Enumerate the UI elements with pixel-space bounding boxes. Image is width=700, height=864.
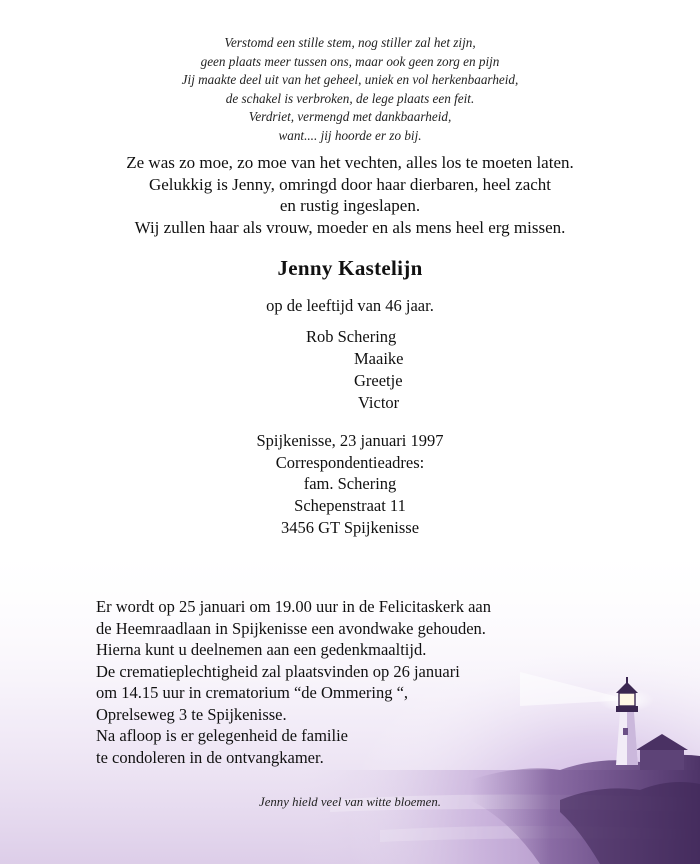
closing-note: Jenny hield veel van witte bloemen. xyxy=(259,795,441,809)
intro-line: Gelukkig is Jenny, omringd door haar dierbaren, heel zacht xyxy=(148,174,552,194)
ceremony-line: te condoleren in de ontvangkamer. xyxy=(96,747,324,767)
poem-line: de schakel is verbroken, de lege plaats een feit. xyxy=(225,90,475,106)
family-member: Greetje xyxy=(354,371,403,390)
poem-line: Verstomd een stille stem, nog stiller zal het zijn, xyxy=(224,35,476,50)
poem xyxy=(130,34,570,145)
family-member: Rob Schering xyxy=(306,327,397,346)
address-line: Schepenstraat 11 xyxy=(294,496,406,516)
ceremony-line: om 14.15 uur in crematorium “de Ommering “, xyxy=(96,683,409,702)
family-member: Victor xyxy=(358,393,400,412)
ceremony-line: De crematieplechtigheid zal plaatsvinden op 26 januari xyxy=(96,661,460,681)
poem-line: geen plaats meer tussen ons, maar ook geen zorg en pijn xyxy=(200,53,500,69)
intro-line: Ze was zo moe, zo moe van het vechten, alles los te moeten laten. xyxy=(126,153,574,172)
deceased-name: Jenny Kastelijn xyxy=(277,256,423,280)
ceremony-line: de Heemraadlaan in Spijkenisse een avondwake gehouden. xyxy=(96,618,486,638)
ceremony-line: Oprelseweg 3 te Spijkenisse. xyxy=(96,704,287,724)
intro-line: Wij zullen haar als vrouw, moeder en als mens heel erg missen. xyxy=(134,217,566,237)
ceremony-line: Na afloop is er gelegenheid de familie xyxy=(96,726,348,745)
intro-text xyxy=(100,152,600,238)
address-line: Spijkenisse, 23 januari 1997 xyxy=(256,431,444,450)
correspondence-address xyxy=(200,430,500,539)
age-text: op de leeftijd van 46 jaar. xyxy=(266,296,434,315)
address-line: fam. Schering xyxy=(303,474,397,494)
ceremony-line: Er wordt op 25 januari om 19.00 uur in de Felicitaskerk aan xyxy=(96,597,491,616)
family-member: Maaike xyxy=(354,349,404,368)
poem-line: want.... jij hoorde er zo bij. xyxy=(278,127,422,143)
ceremony-line: Hierna kunt u deelnemen aan een gedenkmaaltijd. xyxy=(96,640,427,659)
address-line: 3456 GT Spijkenisse xyxy=(280,517,420,537)
ceremony-details xyxy=(96,596,536,768)
poem-line: Jij maakte deel uit van het geheel, uniek en vol herkenbaarheid, xyxy=(181,72,519,87)
intro-line: en rustig ingeslapen. xyxy=(279,196,421,215)
address-line: Correspondentieadres: xyxy=(275,452,425,472)
poem-line: Verdriet, vermengd met dankbaarheid, xyxy=(248,109,452,124)
